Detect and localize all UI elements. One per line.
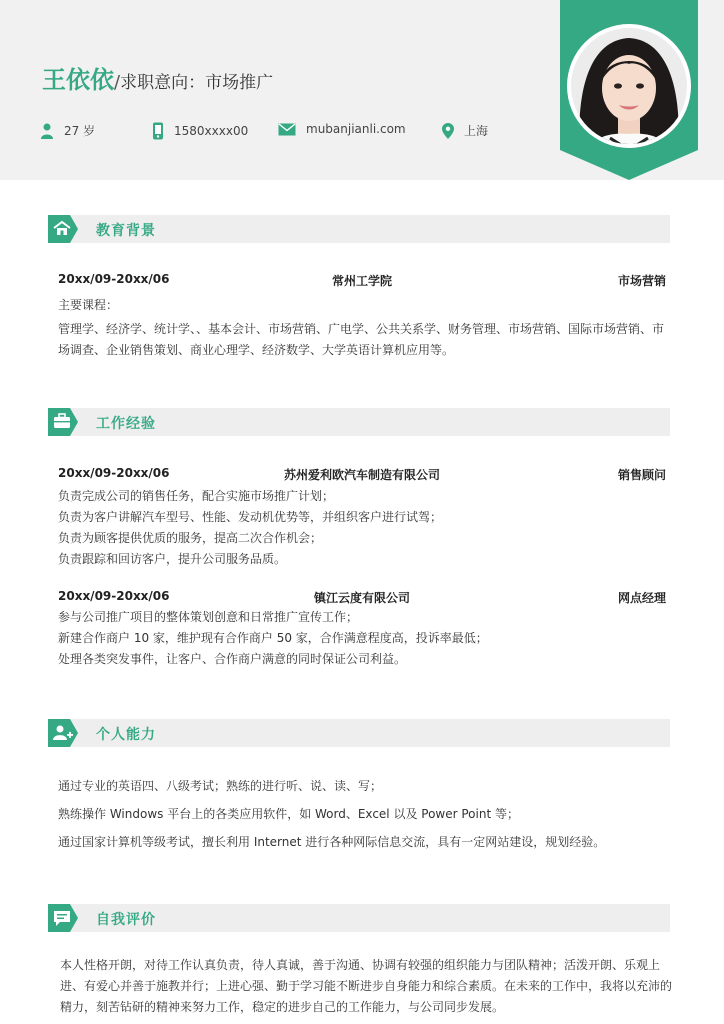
job-2-duty: 处理各类突发事件，让客户、合作商户满意的同时保证公司利益。 — [58, 652, 407, 666]
section-work — [48, 408, 670, 436]
briefcase-section-icon — [48, 408, 78, 436]
work-title: 工作经验 — [96, 416, 156, 432]
job-2-date: 20xx/09-20xx/06 — [58, 589, 170, 603]
job-1-duty: 负责跟踪和回访客户，提升公司服务品质。 — [58, 552, 287, 566]
email-item — [278, 122, 406, 136]
skills-list — [58, 776, 672, 860]
education-title: 教育背景 — [96, 223, 156, 239]
job-1-duty: 负责完成公司的销售任务，配合实施市场推广计划； — [58, 489, 335, 503]
name-line — [42, 60, 273, 95]
email-text: mubanjianli.com — [306, 122, 406, 136]
location-item — [442, 122, 488, 139]
job-1-duties — [58, 486, 672, 570]
profile-photo-badge — [560, 0, 698, 180]
job-1-duty: 负责为客户讲解汽车型号、性能、发动机优势等，并组织客户进行试驾； — [58, 510, 443, 524]
section-skills — [48, 719, 670, 747]
job-1-role: 销售顾问 — [617, 468, 666, 482]
job-2-head — [58, 589, 666, 607]
user-plus-section-icon — [48, 719, 78, 747]
education-entry-head — [58, 272, 666, 290]
name-separator: / — [114, 72, 121, 93]
mail-icon — [278, 123, 296, 136]
job-1-date: 20xx/09-20xx/06 — [58, 466, 170, 480]
person-icon — [40, 123, 54, 139]
contact-info — [0, 122, 560, 142]
skill-line: 通过国家计算机等级考试，擅长利用 Internet 进行各种网际信息交流，具有一定网站建设，规划经验。 — [58, 835, 606, 849]
education-courses — [58, 295, 672, 361]
education-major: 市场营销 — [617, 274, 666, 288]
job-2-duty: 参与公司推广项目的整体策划创意和日常推广宣传工作； — [58, 610, 359, 624]
school-name: 常州工学院 — [331, 274, 392, 288]
age-text: 27 岁 — [64, 124, 96, 138]
self-evaluation-text — [60, 955, 672, 1018]
job-2-company: 镇江云度有限公司 — [313, 591, 410, 605]
phone-text: 1580xxxx00 — [174, 124, 249, 138]
job-1-head — [58, 466, 666, 484]
location-text: 上海 — [464, 124, 489, 138]
intent-value: 市场推广 — [205, 73, 274, 93]
phone-item — [152, 122, 248, 140]
intent-label: 求职意向： — [120, 73, 206, 93]
section-education — [48, 215, 670, 243]
skill-line: 熟练操作 Windows 平台上的各类应用软件，如 Word、Excel 以及 Power Point 等； — [58, 807, 519, 821]
chat-section-icon — [48, 904, 78, 932]
section-self-evaluation — [48, 904, 670, 932]
job-2-role: 网点经理 — [617, 591, 666, 605]
job-1-duty: 负责为顾客提供优质的服务，提高二次合作机会； — [58, 531, 323, 545]
skills-title: 个人能力 — [96, 727, 156, 743]
self-evaluation-title: 自我评价 — [96, 912, 156, 928]
job-1-company: 苏州爱利欧汽车制造有限公司 — [283, 468, 440, 482]
location-pin-icon — [442, 123, 454, 139]
self-evaluation-paragraph: 本人性格开朗，对待工作认真负责，待人真诚，善于沟通、协调有较强的组织能力与团队精神；活泼开朗、乐观上进、有爱心并善于施教并行；上进心强、勤于学习能不断进步自身能力和综合素质。在未来的工作中，我将以充沛的精力，刻苦钻研的精神来努力工作，稳定的进步自己的工作能力，与公司同步发展。 — [60, 958, 673, 1014]
phone-icon — [152, 122, 164, 140]
candidate-name: 王依依 — [42, 66, 114, 94]
education-section-icon — [48, 215, 78, 243]
job-2-duties — [58, 607, 672, 670]
job-2-duty: 新建合作商户 10 家，维护现有合作商户 50 家，合作满意程度高，投诉率最低； — [58, 631, 488, 645]
age-item — [40, 122, 95, 139]
courses-label: 主要课程： — [58, 298, 119, 312]
courses-text: 管理学、经济学、统计学、、基本会计、市场营销、广电学、公共关系学、财务管理、市场营销、国际市场营销、市场调查、企业销售策划、商业心理学、经济数学、大学英语计算机应用等。 — [58, 322, 665, 357]
education-date: 20xx/09-20xx/06 — [58, 272, 170, 286]
skill-line: 通过专业的英语四、八级考试；熟练的进行听、说、读、写； — [58, 779, 383, 793]
